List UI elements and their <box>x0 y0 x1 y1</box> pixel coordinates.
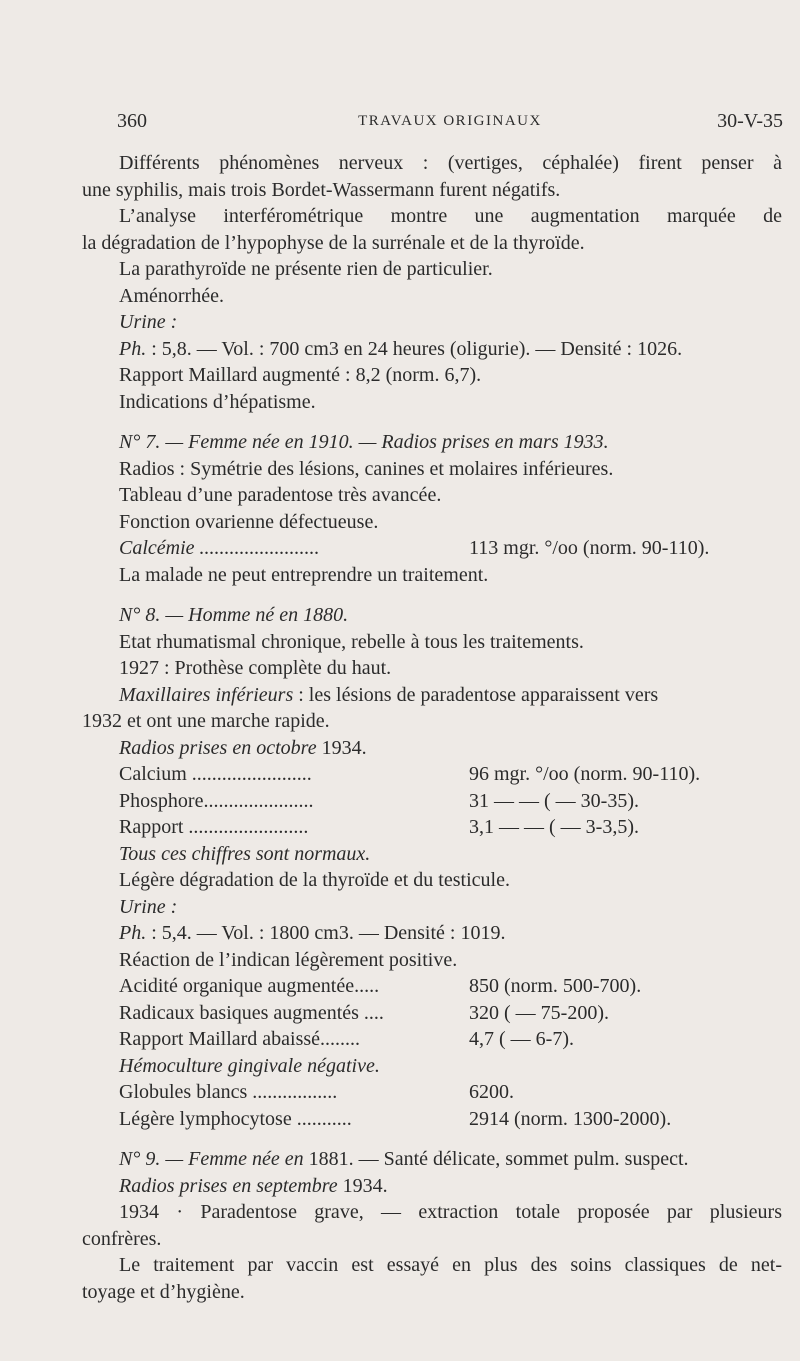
text-line: La parathyroïde ne présente rien de particulier. <box>119 258 493 280</box>
text-line: Etat rhumatismal chronique, rebelle à tous les traitements. <box>119 630 584 653</box>
text-line <box>82 841 782 868</box>
text-span: 1881. — Santé délicate, sommet pulm. suspect. <box>303 1148 689 1170</box>
running-header <box>117 106 783 136</box>
lab-label: Radicaux basiques augmentés .... <box>119 1001 384 1024</box>
lab-row <box>82 973 782 1000</box>
text-line: Rapport Maillard augmenté : 8,2 (norm. 6,7). <box>119 364 482 386</box>
issue-date: 30-V-35 <box>717 110 783 132</box>
italic-text: Urine : <box>119 895 178 918</box>
italic-text: — Femme née en <box>165 1148 304 1170</box>
text-line <box>82 1173 782 1200</box>
text-line <box>82 309 782 336</box>
lab-label: Globules blancs ................. <box>119 1081 338 1103</box>
running-title: TRAVAUX ORIGINAUX <box>358 113 542 129</box>
italic-text: — Homme né en 1880. <box>160 604 349 626</box>
text-span: : les lésions de paradentose apparaissent vers <box>293 683 659 706</box>
lab-value: 320 ( — 75-200). <box>469 1001 609 1024</box>
italic-text: Ph. <box>119 337 147 360</box>
italic-text: — Femme née en 1910. — Radios prises en mars 1933. <box>160 431 609 453</box>
lab-row <box>82 788 782 815</box>
text-line: Légère dégradation de la thyroïde et du testicule. <box>119 869 510 891</box>
text-line: une syphilis, mais trois Bordet-Wassermann furent négatifs. <box>82 178 561 201</box>
lab-label: Rapport Maillard abaissé........ <box>119 1028 361 1050</box>
lab-row <box>82 814 782 841</box>
text-span: : 5,4. — Vol. : 1800 cm3. — Densité : 1019. <box>146 922 506 944</box>
text-span: : 5,8. — Vol. : 700 cm3 en 24 heures (oligurie). — Densité : 1026. <box>146 337 683 360</box>
text-line: toyage et d’hygiène. <box>82 1280 245 1303</box>
lab-value: 31 — — ( — 30-35). <box>469 789 639 812</box>
lab-value: 850 (norm. 500-700). <box>469 975 642 997</box>
text-line <box>82 894 782 921</box>
lab-value: 2914 (norm. 1300-2000). <box>469 1107 672 1130</box>
lab-value: 96 mgr. °/oo (norm. 90-110). <box>469 763 701 785</box>
text-line <box>82 682 782 709</box>
text-line: 1932 et ont une marche rapide. <box>82 710 330 732</box>
italic-text: Tous ces chiffres sont normaux. <box>119 842 371 865</box>
lab-value: 113 mgr. °/oo (norm. 90-110). <box>469 537 710 559</box>
lab-value: 3,1 — — ( — 3-3,5). <box>469 816 639 838</box>
italic-text: Radios prises en octobre <box>119 736 317 759</box>
italic-text: N° 9. <box>119 1148 161 1170</box>
text-line: L’analyse interférométrique montre une augmentation marquée de <box>119 205 782 227</box>
text-line: Tableau d’une paradentose très avancée. <box>119 484 442 506</box>
text-line: la dégradation de l’hypophyse de la surrénale et de la thyroïde. <box>82 231 585 254</box>
lab-row <box>82 1000 782 1027</box>
italic-text: Ph. <box>119 922 147 944</box>
case-heading-9 <box>82 1146 782 1173</box>
spacer <box>82 1132 782 1146</box>
italic-text: N° 8. <box>119 604 161 626</box>
spacer <box>82 415 782 429</box>
lab-label: Calcium ........................ <box>119 763 312 785</box>
italic-text: Maxillaires inférieurs <box>119 683 294 706</box>
text-line: Aménorrhée. <box>119 284 224 307</box>
case-heading-8 <box>82 602 782 629</box>
text-line: confrères. <box>82 1227 162 1250</box>
italic-text: Radios prises en septembre <box>119 1174 338 1197</box>
text-line: 1934 · Paradentose grave, — extraction totale proposée par plusieurs <box>119 1201 782 1223</box>
text-line: Réaction de l’indican légèrement positive. <box>119 948 458 971</box>
italic-text: Hémoculture gingivale négative. <box>119 1054 380 1077</box>
text-span: 1934. <box>316 736 367 759</box>
text-line: Différents phénomènes nerveux : (vertiges, céphalée) firent penser à <box>119 152 782 174</box>
italic-text: Urine : <box>119 311 178 333</box>
lab-row <box>82 761 782 788</box>
text-line: 1927 : Prothèse complète du haut. <box>119 657 392 679</box>
lab-row <box>82 535 782 562</box>
body-text <box>82 150 782 1305</box>
text-line <box>82 920 782 947</box>
lab-label: Rapport ........................ <box>119 816 309 838</box>
lab-label: Acidité organique augmentée..... <box>119 975 380 997</box>
case-heading-7 <box>82 429 782 456</box>
text-line: Indications d’hépatisme. <box>119 390 316 413</box>
spacer <box>82 588 782 602</box>
text-line: Fonction ovarienne défectueuse. <box>119 510 379 533</box>
text-line <box>82 336 782 363</box>
lab-row <box>82 1106 782 1133</box>
lab-value: 4,7 ( — 6-7). <box>469 1028 574 1050</box>
lab-row <box>82 1026 782 1053</box>
lab-label: Légère lymphocytose ........... <box>119 1107 352 1130</box>
text-line: La malade ne peut entreprendre un traitement. <box>119 563 489 586</box>
italic-text: N° 7. <box>119 431 161 453</box>
text-span: 1934. <box>337 1174 388 1197</box>
text-line: Radios : Symétrie des lésions, canines et molaires inférieures. <box>119 457 614 480</box>
lab-label: Phosphore...................... <box>119 789 314 812</box>
lab-row <box>82 1079 782 1106</box>
text-line: Le traitement par vaccin est essayé en plus des soins classiques de net- <box>119 1254 782 1276</box>
lab-value: 6200. <box>469 1081 514 1103</box>
text-line <box>82 1053 782 1080</box>
lab-label: Calcémie ........................ <box>119 537 320 559</box>
page-number: 360 <box>117 110 147 132</box>
text-line <box>82 735 782 762</box>
